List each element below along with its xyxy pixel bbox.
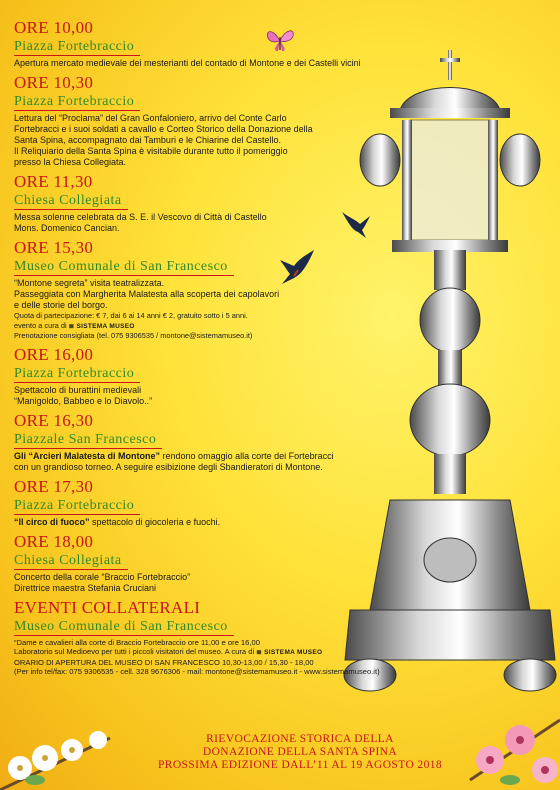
event-1530 [14, 238, 344, 341]
event-1730 [14, 477, 344, 528]
event-description: Messa solenne celebrata da S. E. il Vescovo di Città di Castello Mons. Domenico Cancian. [14, 212, 267, 233]
event-time: ORE 17,30 [14, 476, 94, 496]
event-time: ORE 15,30 [14, 238, 94, 257]
reliquary-illustration [330, 50, 560, 700]
event-description: Gli “Arcieri Malatesta di Montone” rendono omaggio alla corte dei Fortebracci con un grandioso torneo. A seguire esibizione degli Sbandieratori di Montone. [14, 450, 334, 472]
event-description: Apertura mercato medievale dei mesterianti del contado di Montone e dei Castelli vicini [14, 58, 361, 68]
event-1130 [14, 172, 344, 234]
event-description: “Il circo di fuoco” spettacolo di giocoleria e fuochi. [14, 516, 221, 527]
white-blossom-illustration [0, 698, 120, 790]
sistema-museo-logo: ≣ SISTEMA MUSEO [68, 322, 135, 330]
footer-banner: RIEVOCAZIONE STORICA DELLA DONAZIONE DELLA SANTA SPINA PROSSIMA EDIZIONE DALL’11 AL 19 AGOSTO 2018 [157, 733, 443, 771]
collateral-place: Museo Comunale di San Francesco [14, 619, 234, 636]
pink-blossom-illustration [460, 700, 560, 790]
event-place: Piazza Fortebraccio [14, 366, 140, 383]
event-place: Museo Comunale di San Francesco [14, 259, 234, 276]
event-time: ORE 10,00 [14, 18, 94, 37]
event-1630 [14, 411, 344, 473]
collateral-description: “Dame e cavalieri alla corte di Braccio Fortebraccio ore 11,00 e ore 16,00 Laboratorio sul Medioevo per tutti i piccoli visitatori del museo. A cura di ≣ SISTEMA MUSEO ORARIO DI APERTURA DEL MUSEO DI SAN FRANCESCO 10,30-13,00 / 15,30 - 18,00 (Per info tel/fax: 075 9306535 - cell. 328 9676306 - mail: montone@sistemamuseo.it - www.sistemamuseo.it) [14, 637, 380, 676]
sistema-museo-logo: ≣ SISTEMA MUSEO [256, 649, 323, 656]
event-time: ORE 10,30 [14, 73, 94, 92]
event-description: Lettura del “Proclama” del Gran Gonfaloniero, arrivo del Conte Carlo Fortebracci e i suoi soldati a cavallo e Corteo Storico della Donazione della Santa Spina, accompagnato dai Tamburi e le Chiarine del Castello. Il Reliquiario della Santa Spina è visitabile durante tutto il pomeriggio presso la Chiesa Collegiata. [14, 113, 313, 167]
event-place: Piazza Fortebraccio [14, 94, 140, 111]
collateral-events [14, 597, 380, 677]
program-list [14, 18, 380, 679]
event-time: ORE 16,00 [14, 344, 94, 364]
event-1000 [14, 18, 361, 69]
event-time: ORE 11,30 [14, 172, 93, 191]
event-place: Piazzale San Francesco [14, 432, 162, 449]
event-time: ORE 18,00 [14, 531, 94, 551]
event-1800 [14, 532, 344, 594]
event-1600 [14, 345, 344, 407]
collateral-title: EVENTI COLLATERALI [14, 597, 201, 617]
event-description: “Montone segreta” visita teatralizzata. Passeggiata con Margherita Malatesta alla scoperta dei capolavori e delle storie del borgo. Quota di partecipazione: € 7, dai 6 ai 14 anni € 2, gratuito sotto i 5 anni. evento a cura di ≣ SISTEMA MUSEO Prenotazione consigliata (tel. 075 9306535 / montone@sistemamuseo.it) [14, 278, 280, 340]
event-1030 [14, 73, 344, 168]
event-place: Chiesa Collegiata [14, 193, 128, 210]
event-place: Chiesa Collegiata [14, 553, 128, 570]
event-time: ORE 16,30 [14, 410, 94, 430]
event-place: Piazza Fortebraccio [14, 39, 140, 56]
event-place: Piazza Fortebraccio [14, 498, 140, 515]
event-description: Concerto della corale “Braccio Fortebraccio” Direttrice maestra Stefania Cruciani [14, 571, 191, 593]
event-description: Spettacolo di burattini medievali “Manigoldo, Babbeo e lo Diavolo..” [14, 384, 153, 406]
